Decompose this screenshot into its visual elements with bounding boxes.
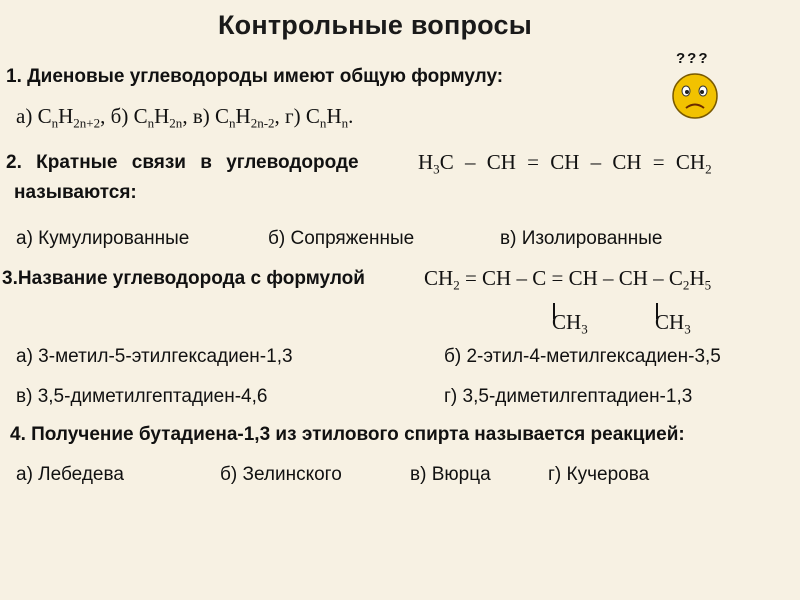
q1-d-h: H bbox=[326, 104, 342, 128]
question-4: 4. Получение бутадиена-1,3 из этилового спирта называется реакцией: bbox=[10, 424, 685, 445]
q3-branch2-ch: CH bbox=[655, 310, 685, 334]
q1-b-sub2: 2n bbox=[169, 115, 183, 131]
q1-d-sub2: n bbox=[341, 115, 349, 131]
q1-b-c: C bbox=[133, 104, 148, 128]
q4-option-a: а) Лебедева bbox=[16, 464, 124, 485]
q3-formula-sub1: 2 bbox=[453, 277, 460, 293]
q2-formula-sub: 3 bbox=[433, 161, 440, 177]
q1-b-h: H bbox=[154, 104, 170, 128]
confused-smiley-icon bbox=[668, 52, 728, 126]
q1-c-h: H bbox=[235, 104, 251, 128]
q1-a-sub1: n bbox=[51, 115, 59, 131]
q1-option-c-prefix: , в) bbox=[182, 104, 215, 128]
q1-option-b-prefix: , б) bbox=[100, 104, 134, 128]
q2-option-c: в) Изолированные bbox=[500, 228, 663, 249]
q3-branch1-ch: CH bbox=[552, 310, 582, 334]
q1-a-h: H bbox=[58, 104, 74, 128]
question-3: 3.Название углеводорода с формулой bbox=[2, 268, 365, 289]
q3-option-b: б) 2-этил-4-метилгексадиен-3,5 bbox=[444, 346, 721, 367]
q1-d-c: C bbox=[305, 104, 320, 128]
question-marks: ??? bbox=[676, 50, 710, 67]
q2-formula-end-sub: 2 bbox=[705, 161, 712, 177]
q3-formula-sub3: 5 bbox=[704, 277, 712, 293]
q1-b-sub1: n bbox=[147, 115, 155, 131]
q3-branch-2 bbox=[655, 310, 691, 335]
q4-option-d: г) Кучерова bbox=[548, 464, 650, 485]
q3-option-d: г) 3,5-диметилгептадиен-1,3 bbox=[444, 386, 693, 407]
question-2-formula bbox=[418, 150, 712, 175]
q3-formula-ch: CH bbox=[424, 266, 454, 290]
q1-option-a-prefix: а) bbox=[16, 104, 38, 128]
q3-branch-1 bbox=[552, 310, 588, 335]
q3-formula-sub2: 2 bbox=[682, 277, 690, 293]
q3-branch1-sub: 3 bbox=[581, 321, 588, 337]
q3-option-c: в) 3,5-диметилгептадиен-4,6 bbox=[16, 386, 268, 407]
q1-end: . bbox=[348, 104, 354, 128]
q3-formula-h: H bbox=[689, 266, 705, 290]
q1-option-d-prefix: , г) bbox=[274, 104, 306, 128]
question-1: 1. Диеновые углеводороды имеют общую формулу: bbox=[6, 66, 504, 87]
q2-option-a: а) Кумулированные bbox=[16, 228, 190, 249]
q2-formula-h: H bbox=[418, 150, 434, 174]
question-3-formula bbox=[424, 266, 711, 291]
q4-option-b: б) Зелинского bbox=[220, 464, 342, 485]
q4-option-c: в) Вюрца bbox=[410, 464, 491, 485]
q1-d-sub1: n bbox=[319, 115, 327, 131]
question-2-line-2: называются: bbox=[14, 182, 137, 203]
q1-c-sub2: 2n-2 bbox=[250, 115, 275, 131]
question-2: 2. Кратные связи в углеводороде bbox=[6, 152, 359, 173]
q1-c-c: C bbox=[214, 104, 229, 128]
page-title: Контрольные вопросы bbox=[218, 10, 532, 40]
q3-branch2-sub: 3 bbox=[684, 321, 691, 337]
question-1-options bbox=[16, 104, 353, 129]
q2-option-b: б) Сопряженные bbox=[268, 228, 415, 249]
q1-a-c: C bbox=[37, 104, 52, 128]
q2-formula-main: C – CH = CH – CH = CH bbox=[439, 150, 706, 174]
q1-a-sub2: 2n+2 bbox=[73, 115, 101, 131]
q3-option-a: а) 3-метил-5-этилгексадиен-1,3 bbox=[16, 346, 293, 367]
q3-formula-main: = CH – C = CH – CH – C bbox=[459, 266, 683, 290]
q1-c-sub1: n bbox=[229, 115, 236, 131]
